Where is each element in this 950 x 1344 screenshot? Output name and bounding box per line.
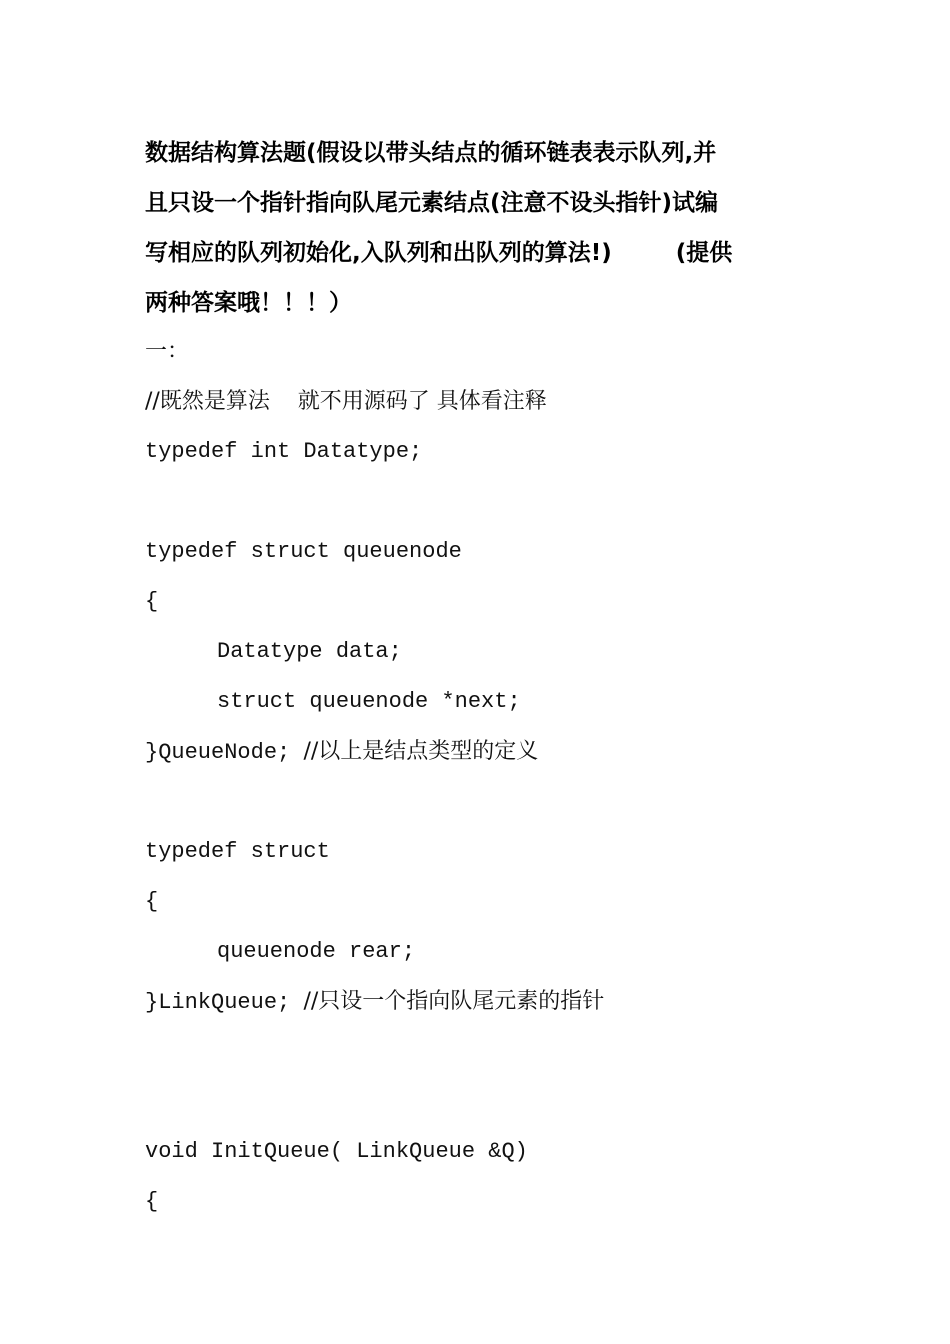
title-line-3-suffix: (提供 bbox=[675, 240, 733, 266]
code-field-next: struct queuenode *next; bbox=[217, 689, 521, 714]
blank-line bbox=[145, 1027, 845, 1077]
title-line-2: 且只设一个指针指向队尾元素结点(注意不设头指针)试编 bbox=[145, 190, 719, 216]
code-comment-linkqueue: //只设一个指向队尾元素的指针 bbox=[303, 989, 605, 1014]
code-close-linkqueue: }LinkQueue; bbox=[145, 990, 304, 1015]
code-open-brace: { bbox=[145, 589, 159, 614]
code-close-linkqueue-line bbox=[145, 977, 845, 1027]
code-close-queuenode-line bbox=[145, 727, 845, 777]
title-line-4: 两种答案哦！！！） bbox=[145, 290, 352, 316]
blank-line bbox=[145, 1077, 845, 1127]
title-line-3 bbox=[145, 228, 805, 278]
section-label: 一： bbox=[145, 339, 190, 364]
code-typedef-datatype: typedef int Datatype; bbox=[145, 439, 423, 464]
code-typedef-struct: typedef struct bbox=[145, 839, 330, 864]
code-field-rear: queuenode rear; bbox=[217, 939, 416, 964]
code-typedef-struct-queuenode: typedef struct queuenode bbox=[145, 539, 462, 564]
answer-body bbox=[145, 327, 845, 1227]
title-line-3-text: 写相应的队列初始化,入队列和出队列的算法!) bbox=[145, 240, 612, 266]
code-field-data: Datatype data; bbox=[217, 639, 402, 664]
question-title bbox=[145, 128, 805, 328]
title-line-1: 数据结构算法题(假设以带头结点的循环链表表示队列,并 bbox=[145, 140, 717, 166]
code-open-brace: { bbox=[145, 1189, 159, 1214]
code-close-queuenode: }QueueNode; bbox=[145, 740, 304, 765]
blank-line bbox=[145, 477, 845, 527]
code-init-signature: void InitQueue( LinkQueue &Q) bbox=[145, 1139, 528, 1164]
intro-comment: //既然是算法 就不用源码了 具体看注释 bbox=[145, 389, 547, 414]
code-comment-queuenode: //以上是结点类型的定义 bbox=[303, 739, 539, 764]
code-open-brace: { bbox=[145, 889, 159, 914]
blank-line bbox=[145, 777, 845, 827]
